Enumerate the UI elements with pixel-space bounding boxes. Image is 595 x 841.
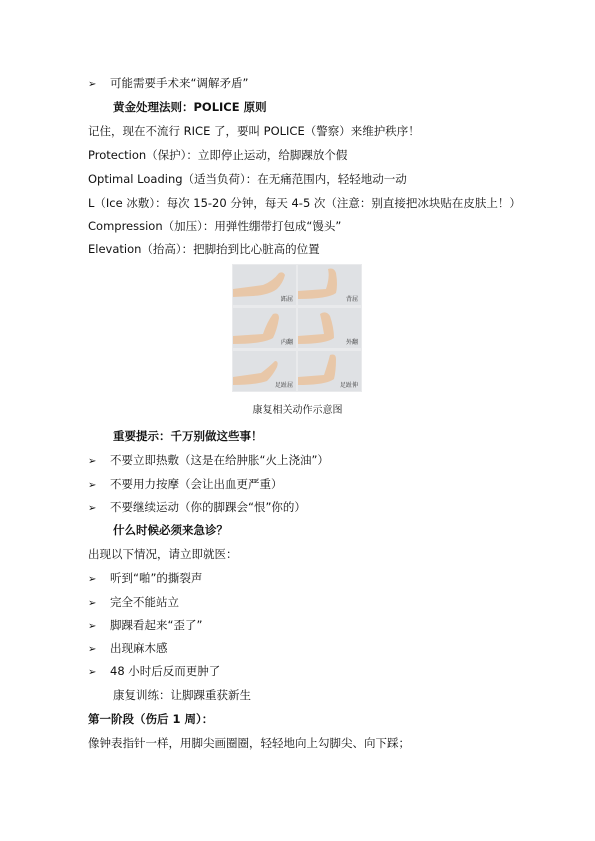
bullet-item	[88, 477, 283, 493]
bullet-arrow-icon: ➢	[88, 598, 97, 609]
bullet-arrow-icon: ➢	[88, 456, 97, 467]
figure-label: 跖屈	[280, 296, 293, 303]
figure-cell-dorsiflexion	[298, 265, 361, 305]
bullet-text: 完全不能站立	[110, 595, 179, 609]
paragraph-elevation: Elevation（抬高）：把脚抬到比心脏高的位置	[88, 242, 320, 256]
figure-label: 足趾屈	[274, 382, 293, 389]
bullet-arrow-icon: ➢	[88, 79, 97, 90]
figure-label: 足趾伸	[339, 382, 358, 389]
bullet-text: 不要继续运动（你的脚踝会“恨”你的）	[110, 500, 306, 514]
paragraph-compression: Compression（加压）：用弹性绷带打包成“馒头”	[88, 219, 342, 233]
section-heading-warnings: 重要提示：千万别做这些事！	[113, 429, 263, 443]
figure-cell-toe-extension	[298, 351, 361, 391]
bullet-item	[88, 641, 168, 657]
bullet-text: 脚踝看起来“歪了”	[110, 618, 203, 632]
figure-caption: 康复相关动作示意图	[252, 405, 343, 416]
paragraph: 出现以下情况，请立即就医：	[88, 547, 238, 561]
paragraph-stage-one: 像钟表指针一样，用脚尖画圈圈，轻轻地向上勾脚尖、向下踩；	[88, 736, 410, 750]
paragraph-rehab-intro: 康复训练：让脚踝重获新生	[113, 688, 251, 702]
bullet-arrow-icon: ➢	[88, 480, 97, 491]
figure-cell-plantarflexion	[233, 265, 296, 305]
figure-label: 内翻	[280, 339, 293, 346]
paragraph-ice: L（Ice 冰敷）：每次 15-20 分钟，每天 4-5 次（注意：别直接把冰块贴在皮肤上！）	[88, 196, 521, 210]
bullet-arrow-icon: ➢	[88, 503, 97, 514]
bullet-text: 48 小时后反而更肿了	[110, 664, 221, 678]
paragraph-optimal-loading: Optimal Loading（适当负荷）：在无痛范围内，轻轻地动一动	[88, 172, 407, 186]
figure-cell-eversion	[298, 308, 361, 348]
bullet-item	[88, 453, 329, 469]
bullet-arrow-icon: ➢	[88, 667, 97, 678]
bullet-text: 可能需要手术来“调解矛盾”	[110, 76, 249, 90]
figure-cell-inversion	[233, 308, 296, 348]
section-heading-stage-one: 第一阶段（伤后 1 周）：	[88, 712, 214, 726]
paragraph-protection: Protection（保护）：立即停止运动，给脚踝放个假	[88, 148, 348, 162]
bullet-text: 听到“啪”的撕裂声	[110, 571, 203, 585]
bullet-item	[88, 595, 179, 611]
bullet-arrow-icon: ➢	[88, 574, 97, 585]
bullet-item	[88, 618, 202, 634]
bullet-arrow-icon: ➢	[88, 644, 97, 655]
rehab-figure	[232, 264, 362, 392]
figure-label: 背屈	[345, 296, 358, 303]
bullet-item	[88, 500, 306, 516]
section-heading-police: 黄金处理法则：POLICE 原则	[113, 100, 267, 114]
bullet-item	[88, 571, 202, 587]
figure-label: 外翻	[345, 339, 358, 346]
bullet-arrow-icon: ➢	[88, 621, 97, 632]
bullet-text: 不要用力按摩（会让出血更严重）	[110, 477, 283, 491]
figure-cell-toe-flexion	[233, 351, 296, 391]
paragraph: 记住，现在不流行 RICE 了，要叫 POLICE（警察）来维护秩序！	[88, 124, 420, 138]
bullet-item	[88, 76, 248, 92]
bullet-item	[88, 664, 220, 680]
section-heading-emergency: 什么时候必须来急诊？	[113, 523, 228, 537]
bullet-text: 不要立即热敷（这是在给肿胀“火上浇油”）	[110, 453, 329, 467]
bullet-text: 出现麻木感	[110, 641, 168, 655]
